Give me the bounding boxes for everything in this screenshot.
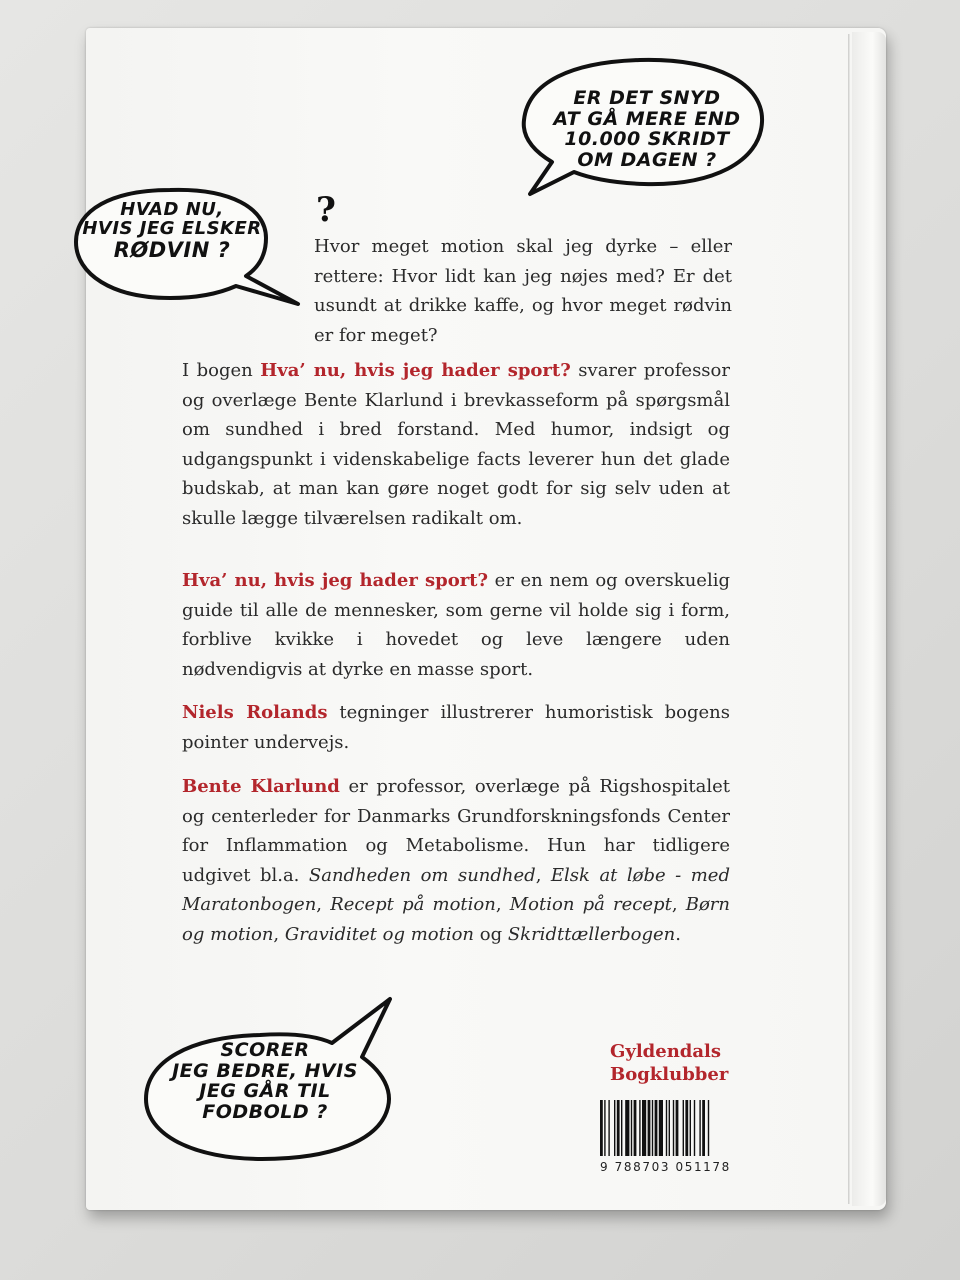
sep: ,: [316, 894, 331, 915]
paragraph-author-bio: [182, 772, 730, 949]
book-ref: Motion på recept: [509, 894, 672, 915]
bubble-text-top-right: [542, 88, 752, 170]
para1-before: I bogen: [182, 360, 261, 381]
barcode: [600, 1100, 738, 1156]
barcode-bar: [666, 1100, 667, 1156]
para3-after: tegninger illustrerer humoristisk bogens pointer undervejs.: [182, 702, 730, 753]
bubble-text-bottom: [158, 1040, 372, 1122]
sep: ,: [671, 894, 686, 915]
barcode-bar: [652, 1100, 653, 1156]
publisher-logo-text: [610, 1040, 728, 1086]
barcode-bar: [614, 1100, 615, 1156]
sep: og: [474, 923, 508, 945]
barcode-bar: [659, 1100, 663, 1156]
spine-edge: [852, 32, 886, 1206]
barcode-bar: [625, 1100, 629, 1156]
barcode-bar: [642, 1100, 646, 1156]
sep: ,: [535, 864, 551, 886]
publisher-line-2: Bogklubber: [610, 1064, 729, 1085]
sep: ,: [495, 894, 510, 915]
para4-text1: er professor, overlæge på Rigshospitalet og centerleder for Danmarks Grundforskningsfonds Center for Inflammation og Metabolisme. Hun har tidligere udgivet bl.a.: [182, 776, 731, 886]
paragraph-guide: [182, 566, 730, 684]
bubble-line: ER DET SNYD: [573, 87, 721, 109]
barcode-number: 9 788703 051178: [600, 1160, 731, 1174]
barcode-bar: [634, 1100, 637, 1156]
illustrator-name: Niels Rolands: [182, 702, 328, 723]
barcode-bar: [604, 1100, 605, 1156]
sep: ,: [273, 923, 285, 945]
barcode-bar: [673, 1100, 674, 1156]
question-mark: ?: [316, 190, 336, 230]
bubble-line: HVAD NU,: [120, 199, 224, 220]
barcode-bar: [621, 1100, 622, 1156]
book-title-highlight: Hva’ nu, hvis jeg hader sport?: [182, 570, 489, 591]
barcode-bar: [690, 1100, 691, 1156]
bubble-line: HVIS JEG ELSKER: [82, 218, 262, 240]
book-ref: Børn og motion: [182, 894, 730, 945]
bubble-line: JEG BEDRE, HVIS: [172, 1059, 358, 1082]
bubble-line: OM DAGEN ?: [577, 148, 717, 171]
barcode-bar: [699, 1100, 700, 1156]
para2-after: er en nem og overskuelig guide til alle de mennesker, som gerne vil holde sig i form, forblive kvikke i hovedet og leve længere uden nødvendigvis at dyrke en masse sport.: [182, 570, 730, 680]
barcode-bar: [639, 1100, 640, 1156]
book-ref: Graviditet og motion: [284, 923, 475, 945]
publisher-line-1: Gyldendals: [610, 1041, 722, 1062]
book-ref: Sandheden om sundhed: [308, 864, 536, 886]
sep: .: [675, 923, 681, 945]
bubble-line: FODBOLD ?: [202, 1100, 328, 1123]
barcode-bar: [648, 1100, 651, 1156]
bubble-line: JEG GÅR TIL: [199, 1080, 331, 1103]
barcode-bar: [708, 1100, 709, 1156]
bubble-line: AT GÅ MERE END: [553, 107, 741, 130]
barcode-bar: [600, 1100, 603, 1156]
spine-crease: [848, 34, 850, 1204]
book-ref: Recept på motion: [330, 894, 496, 915]
bubble-line: SCORER: [220, 1039, 310, 1061]
para1-after: svarer professor og overlæge Bente Klarlund i brevkasseform på spørgsmål om sundhed i bred forstand. Med humor, indsigt og udgangspunkt i videnskabelige facts leverer hun det glade budskab, at man kan gøre noget godt for sig selv uden at skulle lægge tilværelsen radikalt om.: [182, 360, 730, 529]
paragraph-description: [182, 356, 730, 533]
barcode-bar: [702, 1100, 705, 1156]
book-ref: Elsk at løbe - med Maratonbogen: [182, 864, 730, 915]
book-ref: Skridttællerbogen: [507, 923, 676, 945]
barcode-bar: [694, 1100, 695, 1156]
paragraph-illustrator: [182, 698, 730, 757]
barcode-bar: [669, 1100, 670, 1156]
barcode-bar: [617, 1100, 620, 1156]
barcode-bar: [683, 1100, 684, 1156]
barcode-bar: [655, 1100, 658, 1156]
barcode-bar: [685, 1100, 688, 1156]
bubble-line: 10.000 SKRIDT: [564, 128, 730, 151]
barcode-bar: [608, 1100, 609, 1156]
book-title-highlight: Hva’ nu, hvis jeg hader sport?: [260, 360, 571, 381]
bubble-text-left: [82, 200, 262, 262]
barcode-bar: [676, 1100, 679, 1156]
author-name: Bente Klarlund: [182, 776, 340, 797]
barcode-bar: [631, 1100, 632, 1156]
intro-text: Hvor meget motion skal jeg dyrke – eller rettere: Hvor lidt kan jeg nøjes med? Er det usundt at drikke kaffe, og hvor meget rødvin er for meget?: [314, 236, 732, 346]
bubble-line: RØDVIN ?: [113, 237, 231, 262]
